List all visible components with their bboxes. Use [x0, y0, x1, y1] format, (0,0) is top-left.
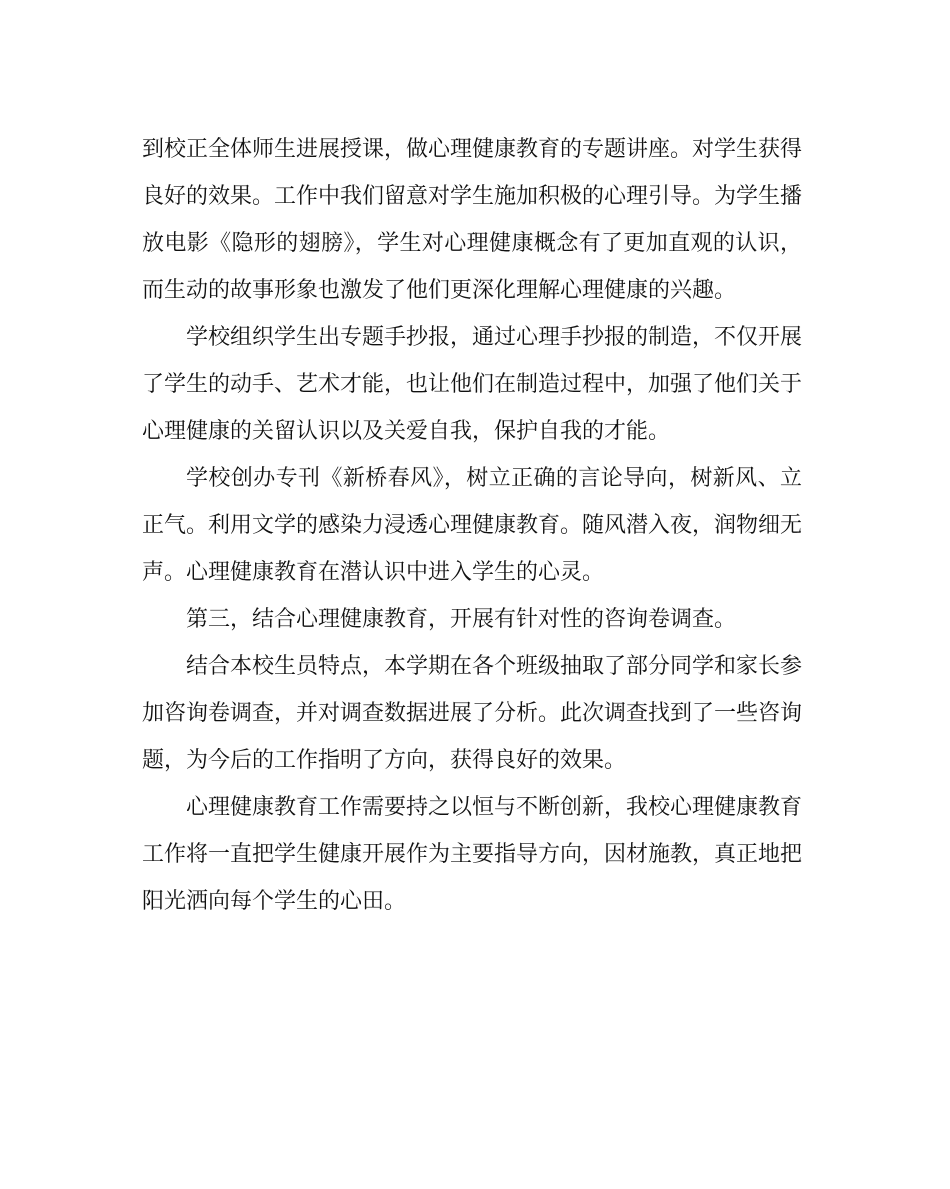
paragraph-survey: 结合本校生员特点，本学期在各个班级抽取了部分同学和家长参加咨询卷调查，并对调查数据进展了分析。此次调查找到了一些咨询题，为今后的工作指明了方向，获得良好的效果。 [142, 654, 803, 773]
paragraph-continuation: 到校正全体师生进展授课，做心理健康教育的专题讲座。对学生获得良好的效果。工作中我们留意对学生施加积极的心理引导。为学生播放电影《隐形的翅膀》，学生对心理健康概念有了更加直观的认识，而生动的故事形象也激发了他们更深化理解心理健康的兴趣。 [142, 137, 803, 303]
document-body [142, 126, 802, 925]
paragraph-handwritten-newspaper: 学校组织学生出专题手抄报，通过心理手抄报的制造，不仅开展了学生的动手、艺术才能，也让他们在制造过程中，加强了他们关于心理健康的关留认识以及关爱自我，保护自我的才能。 [142, 325, 803, 444]
paragraph-school-journal: 学校创办专刊《新桥春风》，树立正确的言论导向，树新风、立正气。利用文学的感染力浸透心理健康教育。随风潜入夜，润物细无声。心理健康教育在潜认识中进入学生的心灵。 [142, 466, 803, 585]
paragraph-conclusion: 心理健康教育工作需要持之以恒与不断创新，我校心理健康教育工作将一直把学生健康开展作为主要指导方向，因材施教，真正地把阳光洒向每个学生的心田。 [142, 795, 803, 914]
paragraph-third-point: 第三，结合心理健康教育，开展有针对性的咨询卷调查。 [186, 607, 737, 632]
